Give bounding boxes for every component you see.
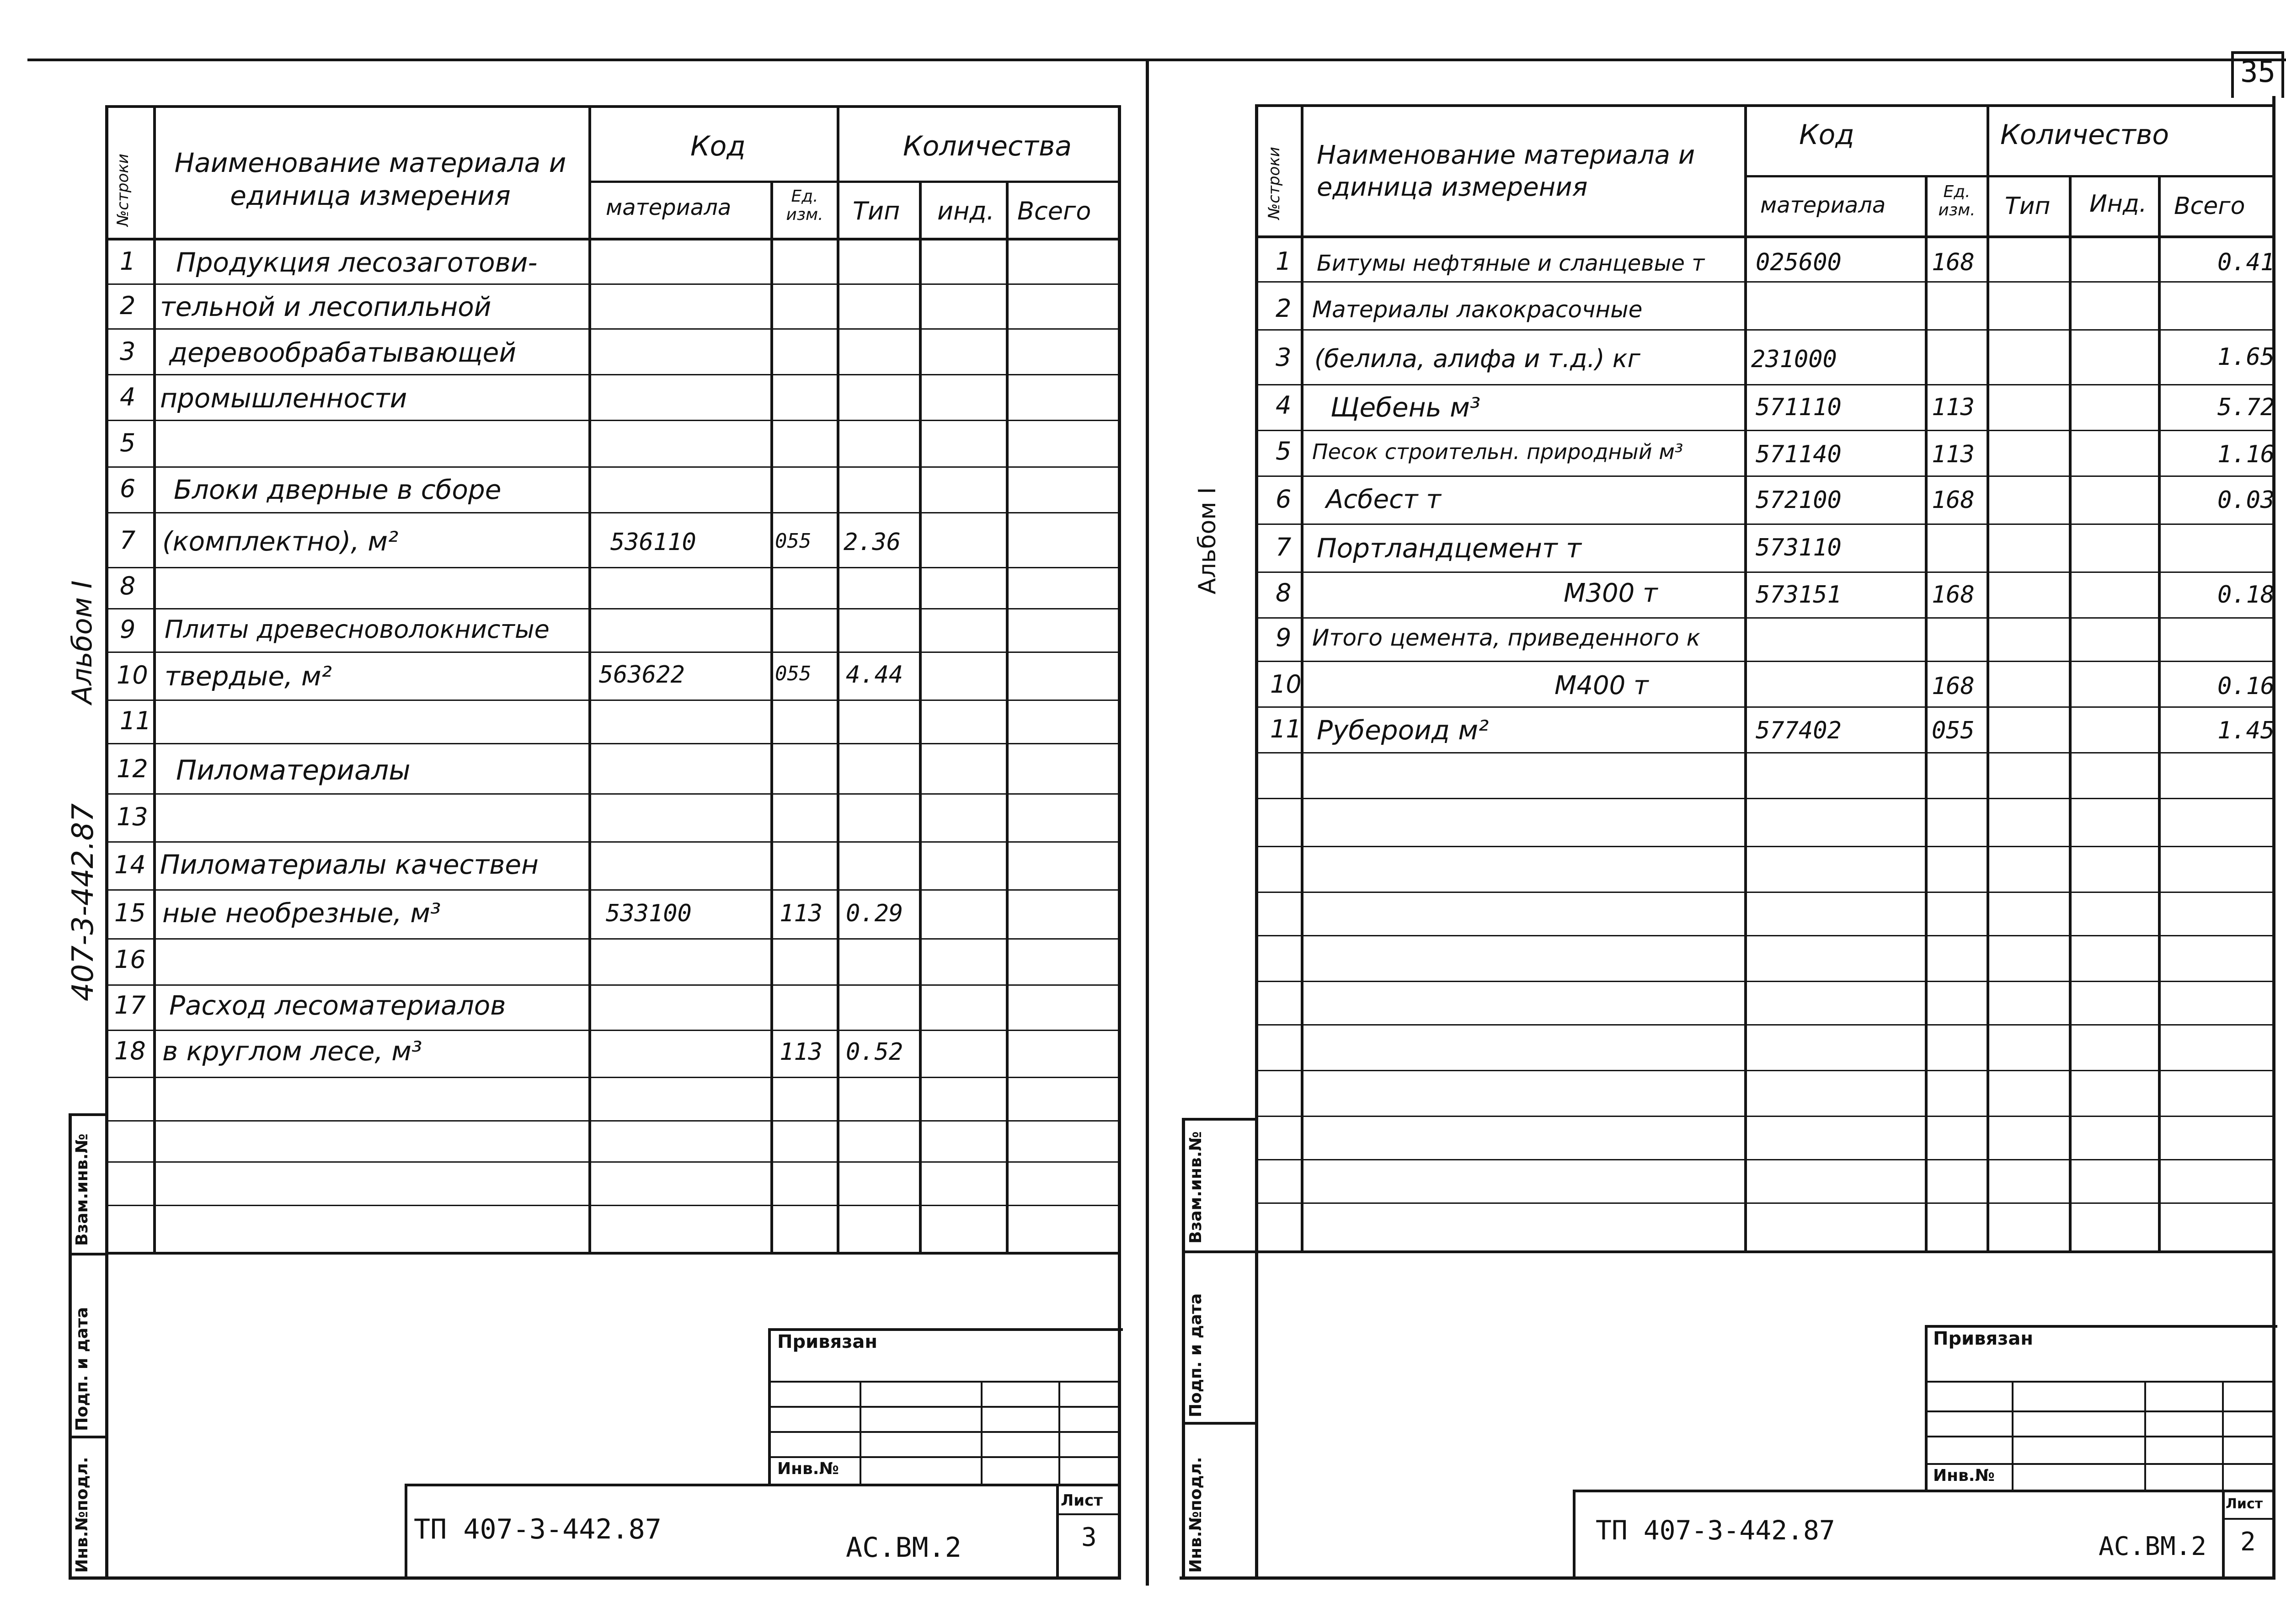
left-row-no: 1 — [120, 247, 136, 276]
right-row-unit: 168 — [1932, 673, 1975, 700]
left-row-unit: 055 — [775, 662, 812, 685]
right-row-unit: 113 — [1932, 441, 1975, 468]
right-row-name: М300 т — [1564, 578, 1658, 608]
left-row-no: 7 — [120, 526, 136, 555]
right-tb-list-vline — [2222, 1490, 2225, 1577]
left-row-no: 3 — [120, 337, 136, 366]
left-col-line-6 — [1006, 181, 1009, 1253]
left-stamp-sep2 — [69, 1436, 108, 1438]
left-mark: АС.ВМ.2 — [846, 1532, 961, 1564]
left-row-name: Блоки дверные в сборе — [174, 474, 502, 505]
right-album-label: Альбом Ι — [1194, 487, 1221, 594]
left-list-label: Лист — [1061, 1491, 1103, 1510]
left-header-ind: инд. — [937, 197, 994, 225]
right-row-total: 0.18 — [2217, 581, 2275, 609]
right-row-unit: 055 — [1932, 717, 1975, 744]
right-list-number: 2 — [2240, 1527, 2256, 1557]
right-col-line-3 — [1925, 176, 1928, 1253]
left-row-unit: 113 — [780, 900, 823, 927]
left-row-name: деревообрабатывающей — [169, 337, 517, 368]
right-row-unit: 168 — [1932, 581, 1975, 609]
right-col-line-4 — [1987, 105, 1989, 1253]
left-header-type: Тип — [853, 197, 900, 225]
right-col-line-2 — [1744, 105, 1747, 1253]
left-col-line-4 — [837, 105, 839, 1253]
left-stamp-inv-podl: Инв.№подл. — [73, 1457, 91, 1573]
left-header-bottom — [105, 238, 1120, 240]
right-row-no: 4 — [1276, 391, 1292, 420]
right-header-unit: Ед. изм. — [1938, 182, 1976, 219]
right-row-name: М400 т — [1554, 671, 1649, 700]
right-privyazan-label: Привязан — [1933, 1328, 2034, 1349]
right-pb-vline-2 — [2144, 1381, 2146, 1490]
right-row-name: Портландцемент т — [1317, 533, 1581, 564]
left-row-unit: 055 — [775, 529, 812, 553]
right-pb-vline-1 — [2012, 1381, 2014, 1490]
right-row-total: 1.16 — [2217, 441, 2275, 468]
left-col-line-5 — [919, 181, 922, 1253]
right-row-unit: 168 — [1932, 486, 1975, 514]
corner-sheet-number: 35 — [2240, 55, 2276, 89]
left-header-subline — [588, 181, 1119, 183]
right-header-code: Код — [1799, 119, 1854, 151]
left-pb-vline-3 — [1058, 1381, 1060, 1484]
left-row-no: 2 — [120, 291, 136, 320]
left-row-name: тельной и лесопильной — [160, 291, 491, 322]
right-row-no: 8 — [1276, 578, 1292, 607]
left-pb-line-1 — [768, 1381, 1120, 1383]
left-album-label: Альбом Ι — [66, 580, 98, 704]
right-row-name: Итого цемента, приведенного к — [1312, 625, 1700, 651]
left-pb-vline-1 — [860, 1381, 861, 1484]
right-tb-list-hline — [2222, 1518, 2275, 1520]
left-tb-list-hline — [1056, 1513, 1120, 1515]
right-row-name: Асбест т — [1326, 485, 1441, 514]
left-row-no: 14 — [114, 850, 146, 879]
right-row-no: 9 — [1276, 623, 1292, 652]
left-row-name: твердые, м² — [165, 661, 332, 692]
right-row-total: 0.16 — [2217, 673, 2275, 700]
right-row-code: 231000 — [1751, 346, 1837, 373]
right-tb-vline — [1573, 1490, 1576, 1577]
right-tp-code: ТП 407-3-442.87 — [1596, 1515, 1835, 1546]
right-row-code: 577402 — [1756, 717, 1842, 744]
right-row-total: 1.45 — [2217, 717, 2275, 744]
left-frame-bottom — [69, 1576, 1121, 1580]
right-row-no: 7 — [1276, 533, 1292, 561]
left-tb-list-vline — [1056, 1484, 1059, 1577]
left-row-code: 536110 — [610, 529, 696, 556]
left-pb-line-2 — [768, 1406, 1120, 1408]
right-stamp-outer — [1182, 1118, 1185, 1580]
left-row-no: 18 — [114, 1036, 146, 1065]
left-stamp-vzam: Взам.инв.№ — [73, 1133, 91, 1246]
right-row-no: 6 — [1276, 485, 1292, 513]
right-row-unit: 168 — [1932, 249, 1975, 276]
right-frame-left — [1255, 105, 1258, 1580]
left-row-name: ные необрезные, м³ — [162, 897, 441, 929]
left-row-type: 2.36 — [844, 529, 901, 556]
center-divider — [1146, 59, 1149, 1586]
right-row-total: 0.41 — [2217, 249, 2275, 276]
right-header-type: Тип — [2005, 192, 2051, 220]
left-header-qty: Количества — [903, 130, 1072, 162]
right-header-bottom — [1255, 235, 2275, 238]
left-row-no: 13 — [117, 802, 148, 831]
right-row-name: Материалы лакокрасочные — [1312, 296, 1643, 323]
left-row-no: 8 — [120, 572, 136, 600]
left-pb-line-3 — [768, 1431, 1120, 1433]
right-row-code: 571140 — [1756, 441, 1842, 468]
right-header-subline — [1744, 175, 2275, 177]
right-header-name: Наименование материала и единица измерения — [1317, 140, 1695, 202]
right-row-total: 0.03 — [2217, 486, 2275, 514]
left-list-number: 3 — [1081, 1522, 1097, 1552]
left-tb-vline — [405, 1484, 407, 1577]
left-doc-code-vertical: 407-3-442.87 — [66, 803, 100, 1001]
right-row-no: 10 — [1270, 670, 1302, 699]
left-row-code: 533100 — [606, 900, 692, 927]
right-header-row-no: №строки — [1265, 147, 1283, 219]
left-header-unit: Ед. изм. — [786, 187, 823, 224]
right-row-code: 572100 — [1756, 486, 1842, 514]
left-row-unit: 113 — [780, 1038, 823, 1066]
left-row-name: промышленности — [160, 383, 407, 414]
right-row-unit: 113 — [1932, 394, 1975, 421]
right-row-code: 571110 — [1756, 394, 1842, 421]
right-row-no: 1 — [1276, 247, 1292, 276]
right-stamp-sep2 — [1182, 1422, 1257, 1425]
right-col-line-6 — [2158, 176, 2161, 1253]
left-col-line-3 — [770, 181, 773, 1253]
right-row-no: 11 — [1270, 715, 1302, 743]
left-tp-code: ТП 407-3-442.87 — [414, 1513, 662, 1545]
left-row-name: (комплектно), м² — [162, 526, 399, 557]
right-stamp-vzam: Взам.инв.№ — [1186, 1131, 1205, 1244]
right-row-name: Битумы нефтяные и сланцевые т — [1317, 251, 1705, 276]
right-row-code: 573110 — [1756, 534, 1842, 561]
left-row-no: 16 — [114, 945, 146, 974]
right-inv-no-label: Инв.№ — [1933, 1466, 1995, 1485]
left-row-no: 11 — [120, 706, 151, 735]
left-row-no: 10 — [117, 661, 148, 689]
right-row-total: 1.65 — [2217, 343, 2275, 371]
left-privyazan-label: Привязан — [777, 1331, 878, 1352]
left-tb-top — [405, 1484, 1120, 1486]
left-row-no: 12 — [117, 754, 148, 783]
right-row-code: 573151 — [1756, 581, 1842, 609]
right-header-qty: Количество — [2000, 119, 2169, 151]
left-stamp-top — [69, 1113, 108, 1116]
right-list-label: Лист — [2226, 1496, 2263, 1512]
right-row-name: (белила, алифа и т.д.) кг — [1314, 344, 1640, 373]
right-frame-top — [1255, 104, 2275, 107]
left-row-name: Плиты древесноволокнистые — [165, 615, 550, 644]
right-table-bottom — [1255, 1250, 2275, 1253]
left-stamp-outer — [69, 1113, 72, 1580]
left-pb-line-4 — [768, 1456, 1120, 1458]
left-row-no: 15 — [114, 898, 146, 927]
right-header-material: материала — [1760, 192, 1886, 218]
right-row-name: Песок строительн. природный м³ — [1312, 439, 1683, 464]
right-col-line-5 — [2069, 176, 2072, 1253]
right-row-name: Щебень м³ — [1330, 392, 1481, 423]
left-row-type: 4.44 — [846, 661, 903, 689]
right-row-no: 5 — [1276, 437, 1292, 465]
left-row-name: Пиломатериалы — [176, 754, 411, 786]
left-header-name: Наименование материала и единица измерения — [174, 147, 566, 211]
left-inv-no-label: Инв.№ — [777, 1459, 839, 1478]
left-stamp-podp-data: Подп. и дата — [73, 1307, 91, 1431]
right-stamp-inv-podl: Инв.№подл. — [1186, 1457, 1205, 1573]
left-row-type: 0.52 — [846, 1038, 903, 1066]
left-stamp-sep1 — [69, 1253, 108, 1255]
left-table-bottom — [105, 1252, 1120, 1255]
right-row-total: 5.72 — [2217, 394, 2275, 421]
right-tb-top — [1573, 1490, 2275, 1492]
top-border — [27, 59, 2286, 61]
right-stamp-top — [1182, 1118, 1257, 1121]
left-row-type: 0.29 — [846, 900, 903, 927]
left-col-line-1 — [153, 105, 156, 1253]
left-col-line-2 — [588, 105, 591, 1253]
left-row-name: Расход лесоматериалов — [169, 990, 506, 1021]
left-row-name: Пиломатериалы качествен — [160, 849, 539, 880]
left-header-code: Код — [690, 130, 746, 162]
right-frame-bottom — [1180, 1576, 2275, 1580]
right-row-code: 025600 — [1756, 249, 1842, 276]
right-row-no: 2 — [1276, 294, 1292, 323]
left-header-material: материала — [606, 195, 732, 220]
left-row-no: 6 — [120, 474, 136, 503]
left-frame-top — [105, 105, 1121, 108]
left-row-no: 4 — [120, 383, 136, 411]
right-row-no: 3 — [1276, 343, 1292, 372]
left-row-name: в круглом лесе, м³ — [162, 1036, 422, 1067]
right-header-total: Всего — [2174, 192, 2245, 220]
left-header-row-no: №строки — [114, 154, 132, 226]
left-pb-vline-2 — [981, 1381, 983, 1484]
right-pb-vline-3 — [2222, 1381, 2224, 1490]
left-row-no: 17 — [114, 991, 146, 1020]
left-row-code: 563622 — [599, 661, 685, 689]
right-header-ind: Инд. — [2089, 190, 2147, 218]
right-mark: АС.ВМ.2 — [2099, 1532, 2207, 1561]
left-row-no: 5 — [120, 428, 136, 457]
left-row-no: 9 — [120, 615, 136, 644]
right-stamp-sep1 — [1182, 1250, 1257, 1253]
left-header-total: Всего — [1017, 197, 1091, 225]
right-stamp-podp-data: Подп. и дата — [1186, 1293, 1205, 1417]
left-row-name: Продукция лесозаготови- — [176, 247, 538, 278]
right-row-name: Рубероид м² — [1317, 715, 1489, 746]
